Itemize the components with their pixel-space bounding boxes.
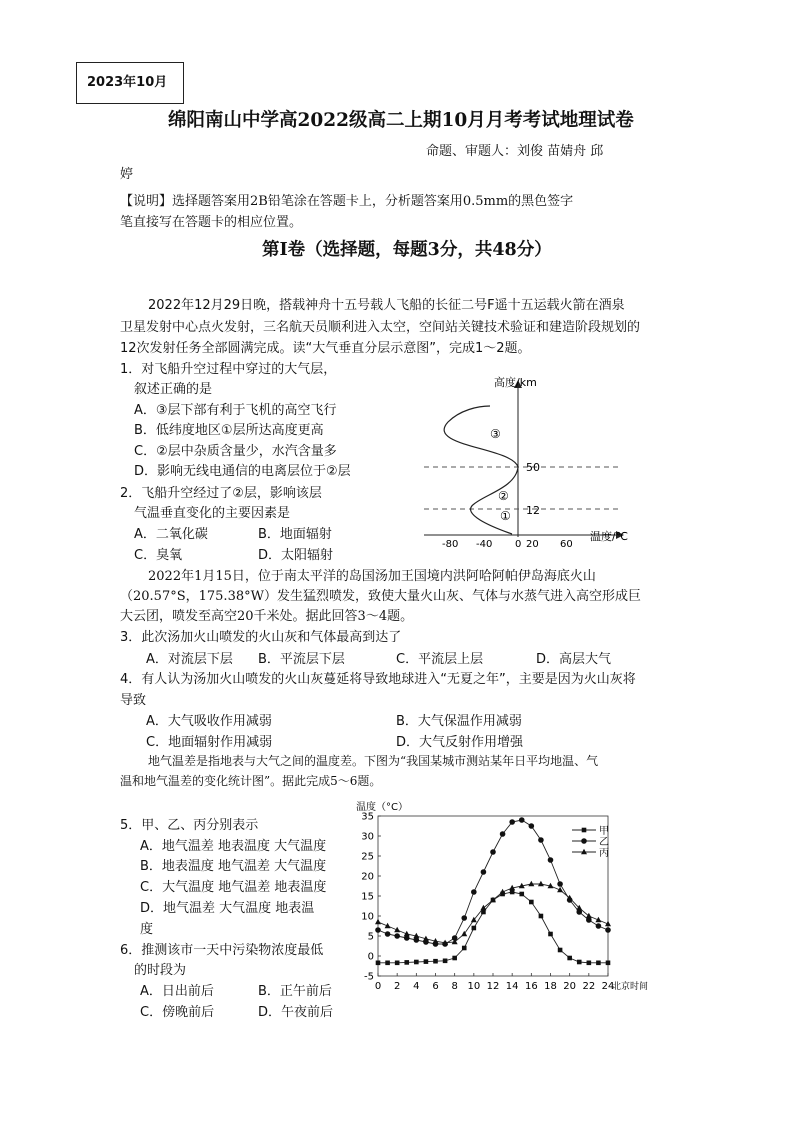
atm-tick: 60	[560, 539, 573, 550]
data-point-triangle	[528, 881, 534, 887]
chart-frame	[378, 816, 608, 976]
q1-stem-2: 叙述正确的是	[134, 382, 213, 397]
instructions-line-2: 笔直接写在答题卡的相应位置。	[120, 215, 303, 230]
q2-option-a[interactable]: A．二氧化碳	[134, 527, 208, 542]
data-point-circle	[548, 857, 554, 863]
q2-option-c[interactable]: C．臭氧	[134, 548, 183, 563]
atm-tick: -40	[476, 539, 493, 550]
series-line-3	[378, 884, 608, 943]
data-point-circle	[538, 837, 544, 843]
q5-option-b[interactable]: B．地表温度 地气温差 大气温度	[140, 859, 327, 874]
q2-option-b[interactable]: B．地面辐射	[258, 527, 332, 542]
q6-stem-2: 的时段为	[134, 963, 187, 978]
y-tick-label: 0	[367, 951, 374, 963]
passage2-line-2: （20.57°S，175.38°W）发生猛烈喷发，致使大量火山灰、气体与水蒸气进入高空形成巨	[120, 589, 641, 604]
q3-option-a[interactable]: A．对流层下层	[146, 652, 233, 667]
passage1-line-3: 12次发射任务全部圆满完成。读“大气垂直分层示意图”，完成1～2题。	[120, 341, 531, 356]
passage3-line-1: 地气温差是指地表与大气之间的温度差。下图为“我国某城市测站某年日平均地温、气	[148, 754, 599, 768]
x-tick-label: 12	[486, 981, 500, 992]
data-point-circle	[605, 927, 611, 933]
data-point-circle	[596, 923, 602, 929]
q1-stem-1: 1．对飞船升空过程中穿过的大气层，	[120, 362, 337, 377]
q2-option-d[interactable]: D．太阳辐射	[258, 548, 334, 563]
authors-line-1: 命题、审题人：刘俊 苗婧舟 邱	[426, 144, 604, 159]
q6-option-a[interactable]: A．日出前后	[140, 984, 214, 999]
data-point-circle	[557, 881, 563, 887]
data-point-square	[529, 900, 534, 905]
passage3-line-2: 温和地气温差的变化统计图”。据此完成5～6题。	[120, 774, 382, 788]
q5-stem: 5．甲、乙、丙分别表示	[120, 818, 259, 833]
q6-option-b[interactable]: B．正午前后	[258, 984, 332, 999]
data-point-square	[472, 926, 477, 931]
passage1-line-2: 卫星发射中心点火发射，三名航天员顺利进入太空，空间站关键技术验证和建造阶段规划的	[120, 320, 641, 335]
passage1-line-1: 2022年12月29日晚，搭载神舟十五号载人飞船的长征二号F遥十五运载火箭在酒泉	[148, 298, 625, 313]
q6-stem-1: 6．推测该市一天中污染物浓度最低	[120, 943, 324, 958]
q5-option-d-cont: 度	[140, 922, 154, 937]
data-point-square	[395, 961, 400, 966]
q3-option-c[interactable]: C．平流层上层	[396, 652, 484, 667]
instructions-line-1: 【说明】选择题答案用2B铅笔涂在答题卡上，分析题答案用0.5mm的黑色签字	[120, 194, 574, 209]
data-point-square	[462, 946, 467, 951]
x-tick-label: 2	[393, 981, 401, 992]
data-point-square	[452, 956, 457, 961]
q2-stem-1: 2．飞船升空经过了②层，影响该层	[120, 486, 322, 501]
data-point-square	[606, 961, 611, 966]
data-point-circle	[394, 933, 400, 939]
data-point-circle	[375, 927, 381, 933]
x-tick-label: 10	[467, 981, 481, 992]
data-point-triangle	[375, 919, 381, 925]
x-tick-label: 18	[544, 981, 557, 992]
y-tick-label: 15	[361, 891, 374, 903]
q1-option-b[interactable]: B．低纬度地区①层所达高度更高	[134, 423, 324, 438]
data-point-square	[433, 959, 438, 964]
data-point-square	[548, 932, 553, 937]
data-point-square	[582, 828, 587, 833]
q4-stem-2: 导致	[120, 693, 147, 708]
atm-label-12: 12	[526, 504, 540, 517]
atm-tick: 20	[526, 539, 539, 550]
atm-ylabel: 高度/km	[494, 376, 537, 389]
q5-option-d[interactable]: D．地气温差 大气温度 地表温	[140, 901, 315, 916]
chart-grid	[378, 816, 608, 976]
q1-option-c[interactable]: C．②层中杂质含量少，水汽含量多	[134, 444, 337, 459]
data-point-circle	[581, 838, 587, 844]
data-point-triangle	[586, 913, 592, 919]
legend-label: 丙	[599, 848, 609, 859]
data-point-square	[510, 890, 515, 895]
series-line-2	[378, 820, 608, 944]
date-box	[76, 62, 184, 104]
q1-option-a[interactable]: A．③层下部有利于飞机的高空飞行	[134, 403, 337, 418]
legend-label: 乙	[599, 837, 609, 848]
data-point-square	[443, 959, 448, 964]
atmosphere-layer-diagram	[420, 372, 650, 550]
x-tick-label: 6	[432, 981, 439, 992]
passage2-line-1: 2022年1月15日，位于南太平洋的岛国汤加王国境内洪阿哈阿帕伊岛海底火山	[148, 569, 596, 584]
chart-ylabel: 温度（°C）	[356, 802, 408, 813]
q1-option-d[interactable]: D．影响无线电通信的电离层位于②层	[134, 464, 351, 479]
x-tick-label: 0	[374, 981, 382, 992]
atm-tick: 0	[515, 539, 522, 550]
chart-xlabel: 北京时间	[612, 982, 649, 992]
data-point-circle	[471, 889, 477, 895]
data-point-circle	[490, 849, 496, 855]
data-point-square	[519, 892, 524, 897]
q4-option-c[interactable]: C．地面辐射作用减弱	[146, 735, 273, 750]
q2-stem-2: 气温垂直变化的主要因素是	[134, 506, 291, 521]
data-point-square	[577, 960, 582, 965]
y-tick-label: -5	[364, 971, 374, 983]
q4-option-a[interactable]: A．大气吸收作用减弱	[146, 714, 272, 729]
x-tick-label: 8	[451, 981, 458, 992]
atm-tick: -80	[442, 539, 459, 550]
data-point-square	[424, 959, 429, 964]
q5-option-c[interactable]: C．大气温度 地气温差 地表温度	[140, 880, 327, 895]
x-tick-label: 16	[524, 981, 538, 992]
atm-layer-3: ③	[490, 427, 501, 441]
q6-option-d[interactable]: D．午夜前后	[258, 1005, 334, 1020]
legend-label: 甲	[599, 826, 609, 837]
data-point-circle	[481, 869, 487, 875]
q5-option-a[interactable]: A．地气温差 地表温度 大气温度	[140, 839, 327, 854]
data-point-circle	[461, 915, 467, 921]
atm-xlabel: 温度/℃	[590, 530, 629, 543]
data-point-square	[596, 961, 601, 966]
data-point-square	[376, 961, 381, 966]
x-tick-label: 14	[505, 981, 519, 992]
section-title: 第Ⅰ卷（选择题，每题3分，共48分）	[262, 240, 552, 260]
q3-option-d[interactable]: D．高层大气	[536, 652, 612, 667]
x-tick-label: 24	[601, 981, 615, 992]
data-point-square	[567, 956, 572, 961]
data-point-square	[385, 961, 390, 966]
data-point-triangle	[581, 849, 587, 855]
x-tick-label: 4	[413, 981, 420, 992]
q4-stem-1: 4．有人认为汤加火山喷发的火山灰蔓延将导致地球进入“无夏之年”，主要是因为火山灰将	[120, 672, 636, 687]
atm-layer-1: ①	[500, 509, 511, 523]
q4-option-b[interactable]: B．大气保温作用减弱	[396, 714, 522, 729]
data-point-circle	[529, 823, 535, 829]
x-tick-label: 22	[582, 981, 596, 992]
data-point-circle	[500, 831, 506, 837]
y-tick-label: 30	[361, 831, 374, 843]
temperature-chart	[350, 798, 660, 1010]
y-tick-label: 10	[361, 911, 374, 923]
chart-series	[375, 817, 611, 965]
q3-stem: 3．此次汤加火山喷发的火山灰和气体最高到达了	[120, 630, 402, 645]
y-tick-label: 25	[361, 851, 374, 863]
atm-layer-2: ②	[498, 489, 509, 503]
y-tick-label: 5	[367, 931, 374, 943]
exam-date: 2023年10月	[87, 75, 168, 90]
data-point-triangle	[480, 905, 486, 911]
q3-option-b[interactable]: B．平流层下层	[258, 652, 345, 667]
exam-title: 绵阳南山中学高2022级高二上期10月月考考试地理试卷	[168, 110, 634, 131]
data-point-square	[414, 960, 419, 965]
atm-label-50: 50	[526, 461, 540, 474]
q6-option-c[interactable]: C．傍晚前后	[140, 1005, 215, 1020]
x-tick-label: 20	[563, 981, 577, 992]
data-point-square	[539, 914, 544, 919]
data-point-circle	[519, 817, 525, 823]
data-point-circle	[385, 931, 391, 937]
passage2-line-3: 大云团，喷发至高空20千米处。据此回答3～4题。	[120, 609, 414, 624]
data-point-circle	[509, 819, 515, 825]
y-tick-label: 20	[361, 871, 374, 883]
data-point-square	[404, 960, 409, 965]
data-point-square	[587, 961, 592, 966]
data-point-square	[558, 948, 563, 953]
authors-line-2: 婷	[120, 167, 134, 182]
data-point-triangle	[538, 881, 544, 887]
y-tick-label: 35	[361, 811, 374, 823]
q4-option-d[interactable]: D．大气反射作用增强	[396, 735, 524, 750]
